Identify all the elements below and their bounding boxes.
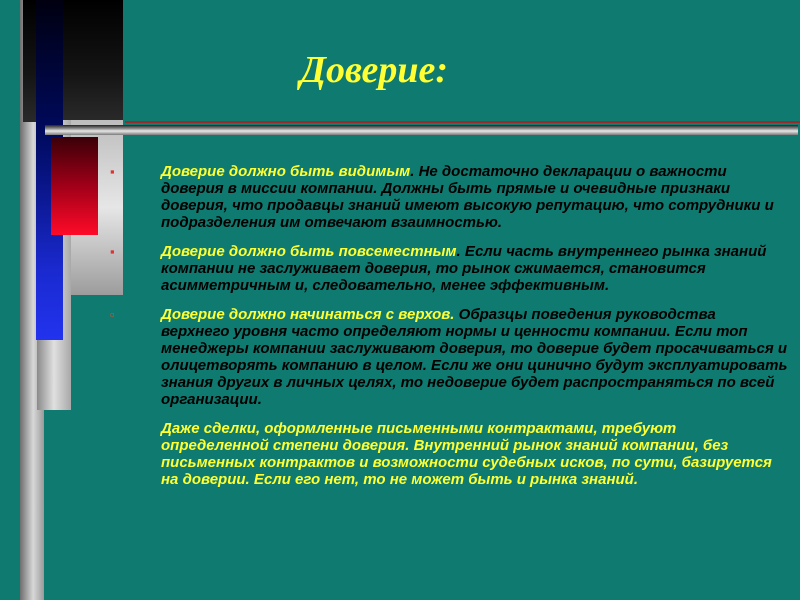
paragraph-text: Образцы поведения руководства верхнего уровня часто определяют нормы и ценности компании. Если топ менеджеры компании заслуживают доверия, то доверие будет просачиваться и олицетворять компанию в целом. Если же они цинично будут эксплуатировать знания других в личных целях, то недоверие будет распространяться по всей организации. xyxy=(161,306,788,408)
slide-content xyxy=(108,163,788,500)
paragraph-visible-trust xyxy=(108,163,788,231)
paragraph-lead: Доверие должно быть видимым xyxy=(161,163,411,180)
bullet-icon: ▪ xyxy=(110,164,115,179)
bullet-icon: ▪ xyxy=(110,244,115,259)
paragraph-closing: Даже сделки, оформленные письменными контрактами, требуют определенной степени доверия. Внутренний рынок знаний компании, без письменных контрактов и возможности судебных исков, по сути, базируется на доверии. Если его нет, то не может быть и рынка знаний. xyxy=(161,420,772,488)
bullet-hollow-icon: ▫ xyxy=(110,307,115,322)
slide-title: Доверие: xyxy=(300,49,448,91)
paragraph-text: . Если часть внутреннего рынка знаний компании не заслуживает доверия, то рынок сжимается, становится асимметричным и, следовательно, менее эффективным. xyxy=(161,243,767,294)
paragraph-lead: Доверие должно быть повсеместным xyxy=(161,243,457,260)
paragraph-text: . Не достаточно декларации о важности доверия в миссии компании. Должны быть прямые и очевидные признаки доверия, что продавцы знаний имеют высокую репутацию, что сотрудники и подразделения им отвечают взаимностью. xyxy=(161,163,774,231)
paragraph-lead: Доверие должно начинаться с верхов. xyxy=(161,306,455,323)
decorative-bar-red xyxy=(51,137,98,235)
paragraph-top-down-trust xyxy=(108,306,788,408)
title-divider-thin xyxy=(125,121,800,123)
title-divider-thick xyxy=(45,125,798,135)
paragraph-pervasive-trust xyxy=(108,243,788,294)
